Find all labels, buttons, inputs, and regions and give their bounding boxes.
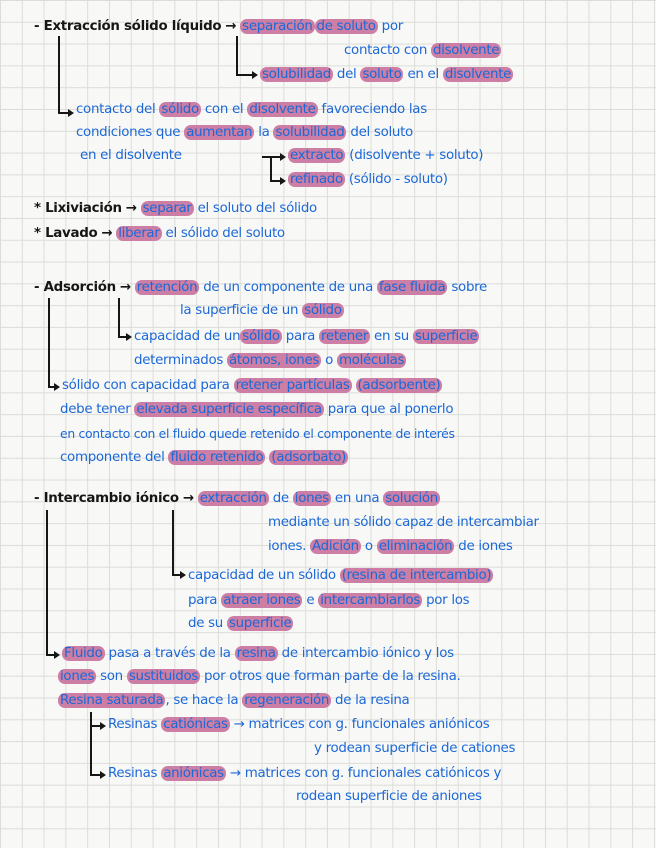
highlight: soluto bbox=[362, 67, 402, 82]
adsorcion-capacidad-1 bbox=[134, 328, 479, 346]
connector-line bbox=[58, 112, 68, 114]
highlight: catiónicas bbox=[163, 717, 228, 732]
note-text: de un componente de una bbox=[203, 280, 373, 295]
extraccion-refinado bbox=[288, 171, 448, 189]
extraccion-solubilidad bbox=[260, 66, 513, 84]
adsorcion-title: - Adsorción bbox=[34, 280, 116, 295]
highlight: iones bbox=[60, 669, 95, 684]
extraccion-contacto-1 bbox=[76, 101, 427, 119]
note-text: de su bbox=[188, 616, 223, 631]
note-text: debe tener bbox=[60, 402, 131, 417]
highlight: sustituidos bbox=[128, 669, 199, 684]
arrow-icon bbox=[280, 177, 286, 185]
highlight: moléculas bbox=[338, 353, 405, 368]
arrow-icon bbox=[280, 153, 286, 161]
connector-line bbox=[270, 156, 272, 182]
highlight: solubilidad bbox=[262, 67, 331, 82]
note-text: condiciones que bbox=[76, 125, 181, 140]
intercambio-capacidad-2 bbox=[188, 592, 469, 610]
highlight: (resina de intercambio) bbox=[341, 568, 492, 583]
note-text: → matrices con g. funcionales aniónicos bbox=[233, 717, 490, 732]
arrow-icon bbox=[54, 651, 60, 659]
highlight: sólido bbox=[304, 303, 342, 318]
arrow-icon bbox=[54, 383, 60, 391]
note-text: del bbox=[336, 67, 357, 82]
connector-line bbox=[46, 510, 48, 656]
connector-line bbox=[90, 725, 100, 727]
arrow-icon bbox=[68, 109, 74, 117]
connector-line bbox=[90, 712, 92, 776]
highlight: disolvente bbox=[444, 67, 512, 82]
highlight: retener bbox=[320, 329, 369, 344]
note-text: de iones bbox=[458, 539, 513, 554]
note-text: de bbox=[272, 491, 289, 506]
highlight: separación bbox=[242, 19, 313, 34]
highlight: extracción bbox=[199, 491, 267, 506]
highlight: sólido bbox=[242, 329, 280, 344]
note-text: en una bbox=[334, 491, 380, 506]
intercambio-fluido-2 bbox=[58, 668, 460, 686]
note-text: contacto con bbox=[344, 43, 428, 58]
note-text: Resinas bbox=[108, 766, 158, 781]
note-text: pasa a través de la bbox=[108, 646, 231, 661]
adsorcion-line-1 bbox=[34, 279, 487, 297]
note-text: por bbox=[381, 19, 403, 34]
highlight: eliminación bbox=[378, 539, 453, 554]
highlight: solución bbox=[385, 491, 438, 506]
intercambio-capacidad-3 bbox=[188, 615, 293, 633]
highlight: refinado bbox=[290, 172, 343, 187]
note-text: mediante un sólido capaz de intercambiar bbox=[268, 515, 539, 530]
highlight: extracto bbox=[290, 148, 344, 163]
note-text: del soluto bbox=[350, 125, 413, 140]
highlight: Fluido bbox=[64, 646, 103, 661]
arrow-icon bbox=[100, 722, 106, 730]
note-text: con el bbox=[204, 102, 244, 117]
intercambio-fluido-1 bbox=[62, 645, 454, 663]
highlight: (adsorbato) bbox=[271, 450, 347, 465]
connector-line bbox=[270, 156, 280, 158]
highlight: regeneración bbox=[244, 693, 330, 708]
note-text: (sólido - soluto) bbox=[348, 172, 448, 187]
note-text: de la resina bbox=[335, 693, 410, 708]
intercambio-line-1 bbox=[34, 490, 440, 508]
connector-line bbox=[172, 510, 174, 576]
highlight: intercambiarlos bbox=[320, 593, 421, 608]
intercambio-capacidad-1 bbox=[188, 567, 493, 585]
note-text: la bbox=[258, 125, 270, 140]
lavado-line bbox=[34, 225, 285, 243]
adsorcion-line-2 bbox=[180, 302, 344, 320]
note-text: → matrices con g. funcionales catiónicos y bbox=[229, 766, 502, 781]
note-text: sólido con capacidad para bbox=[62, 378, 230, 393]
highlight: iones bbox=[294, 491, 329, 506]
adsorcion-solido-3 bbox=[60, 425, 455, 443]
adsorcion-solido-2 bbox=[60, 401, 453, 419]
connector-line bbox=[90, 774, 100, 776]
note-text: en el disolvente bbox=[80, 148, 182, 163]
note-text: en contacto con el fluido quede retenido el componente de interés bbox=[60, 426, 455, 441]
extraccion-contacto-3 bbox=[80, 147, 182, 165]
arrow-icon: → bbox=[125, 201, 137, 216]
highlight: retención bbox=[136, 280, 198, 295]
intercambio-line-3 bbox=[268, 538, 513, 556]
highlight: Adición bbox=[312, 539, 359, 554]
note-text: el sólido del soluto bbox=[165, 226, 285, 241]
note-text: o bbox=[325, 353, 333, 368]
highlight: liberar bbox=[118, 226, 160, 241]
note-text: capacidad de un bbox=[134, 329, 241, 344]
connector-line bbox=[236, 36, 238, 76]
note-text: iones. bbox=[268, 539, 307, 554]
note-text: favoreciendo las bbox=[321, 102, 427, 117]
highlight: fluido retenido bbox=[170, 450, 264, 465]
connector-line bbox=[172, 574, 180, 576]
arrow-icon bbox=[252, 71, 258, 79]
arrow-icon: → bbox=[182, 491, 194, 506]
intercambio-anionicas-1 bbox=[108, 765, 501, 783]
arrow-icon: → bbox=[225, 19, 237, 34]
arrow-icon: → bbox=[101, 226, 113, 241]
lavado-label: * Lavado bbox=[34, 226, 98, 241]
intercambio-line-2 bbox=[268, 514, 539, 532]
intercambio-cationicas-2 bbox=[314, 740, 515, 758]
highlight: átomos, iones bbox=[229, 353, 320, 368]
highlight: superficie bbox=[414, 329, 478, 344]
extraccion-line-1 bbox=[34, 18, 403, 36]
extraccion-line-2 bbox=[344, 42, 501, 60]
highlight: aniónicas bbox=[163, 766, 224, 781]
highlight: (adsorbente) bbox=[357, 378, 441, 393]
adsorcion-solido-4 bbox=[60, 449, 348, 467]
highlight: de soluto bbox=[316, 19, 376, 34]
note-text: Resinas bbox=[108, 717, 158, 732]
highlight: fase fluida bbox=[378, 280, 446, 295]
highlight: retener partículas bbox=[235, 378, 350, 393]
highlight: elevada superficie específica bbox=[136, 402, 322, 417]
note-text: por los bbox=[426, 593, 470, 608]
note-text: componente del bbox=[60, 450, 165, 465]
intercambio-anionicas-2 bbox=[296, 788, 482, 806]
connector-line bbox=[46, 654, 54, 656]
note-text: en el bbox=[407, 67, 439, 82]
note-text: (disolvente + soluto) bbox=[349, 148, 484, 163]
highlight: atraer iones bbox=[223, 593, 301, 608]
intercambio-title: - Intercambio iónico bbox=[34, 491, 179, 506]
intercambio-fluido-3 bbox=[58, 692, 409, 710]
connector-line bbox=[236, 74, 252, 76]
connector-line bbox=[48, 298, 50, 388]
arrow-icon bbox=[180, 571, 186, 579]
lixiviacion-label: * Lixiviación bbox=[34, 201, 122, 216]
highlight: Resina saturada bbox=[60, 693, 164, 708]
note-text: de intercambio iónico y los bbox=[281, 646, 454, 661]
intercambio-cationicas-1 bbox=[108, 716, 489, 734]
note-text: capacidad de un sólido bbox=[188, 568, 336, 583]
highlight: disolvente bbox=[249, 102, 316, 117]
highlight: disolvente bbox=[432, 43, 500, 58]
note-text: el soluto del sólido bbox=[197, 201, 317, 216]
connector-line bbox=[58, 36, 60, 114]
extraccion-title: - Extracción sólido líquido bbox=[34, 19, 222, 34]
arrow-icon bbox=[126, 333, 132, 341]
note-text: son bbox=[100, 669, 123, 684]
extraccion-contacto-2 bbox=[76, 124, 413, 142]
highlight: resina bbox=[236, 646, 276, 661]
highlight: superficie bbox=[228, 616, 292, 631]
connector-line bbox=[118, 298, 120, 338]
arrow-icon bbox=[100, 771, 106, 779]
highlight: aumentan bbox=[186, 125, 253, 140]
note-text: rodean superficie de aniones bbox=[296, 789, 482, 804]
note-text: sobre bbox=[451, 280, 487, 295]
note-text: o bbox=[364, 539, 373, 554]
adsorcion-solido-1 bbox=[62, 377, 442, 395]
note-text: para bbox=[188, 593, 218, 608]
note-text: para que al ponerlo bbox=[327, 402, 454, 417]
note-text: en su bbox=[374, 329, 409, 344]
highlight: separar bbox=[142, 201, 192, 216]
highlight: solubilidad bbox=[275, 125, 345, 140]
lixiviacion-line bbox=[34, 200, 317, 218]
highlight: sólido bbox=[161, 102, 199, 117]
connector-line bbox=[270, 180, 280, 182]
note-text: para bbox=[285, 329, 315, 344]
extraccion-extracto bbox=[288, 147, 483, 165]
note-text: , se hace la bbox=[165, 693, 239, 708]
adsorcion-capacidad-2 bbox=[134, 352, 406, 370]
note-text: por otros que forman parte de la resina. bbox=[204, 669, 461, 684]
note-text: determinados bbox=[134, 353, 224, 368]
connector-line bbox=[118, 336, 126, 338]
note-text: e bbox=[306, 593, 315, 608]
note-text: y rodean superficie de cationes bbox=[314, 741, 516, 756]
arrow-icon: → bbox=[119, 280, 131, 295]
note-text: la superficie de un bbox=[180, 303, 299, 318]
note-text: contacto del bbox=[76, 102, 156, 117]
